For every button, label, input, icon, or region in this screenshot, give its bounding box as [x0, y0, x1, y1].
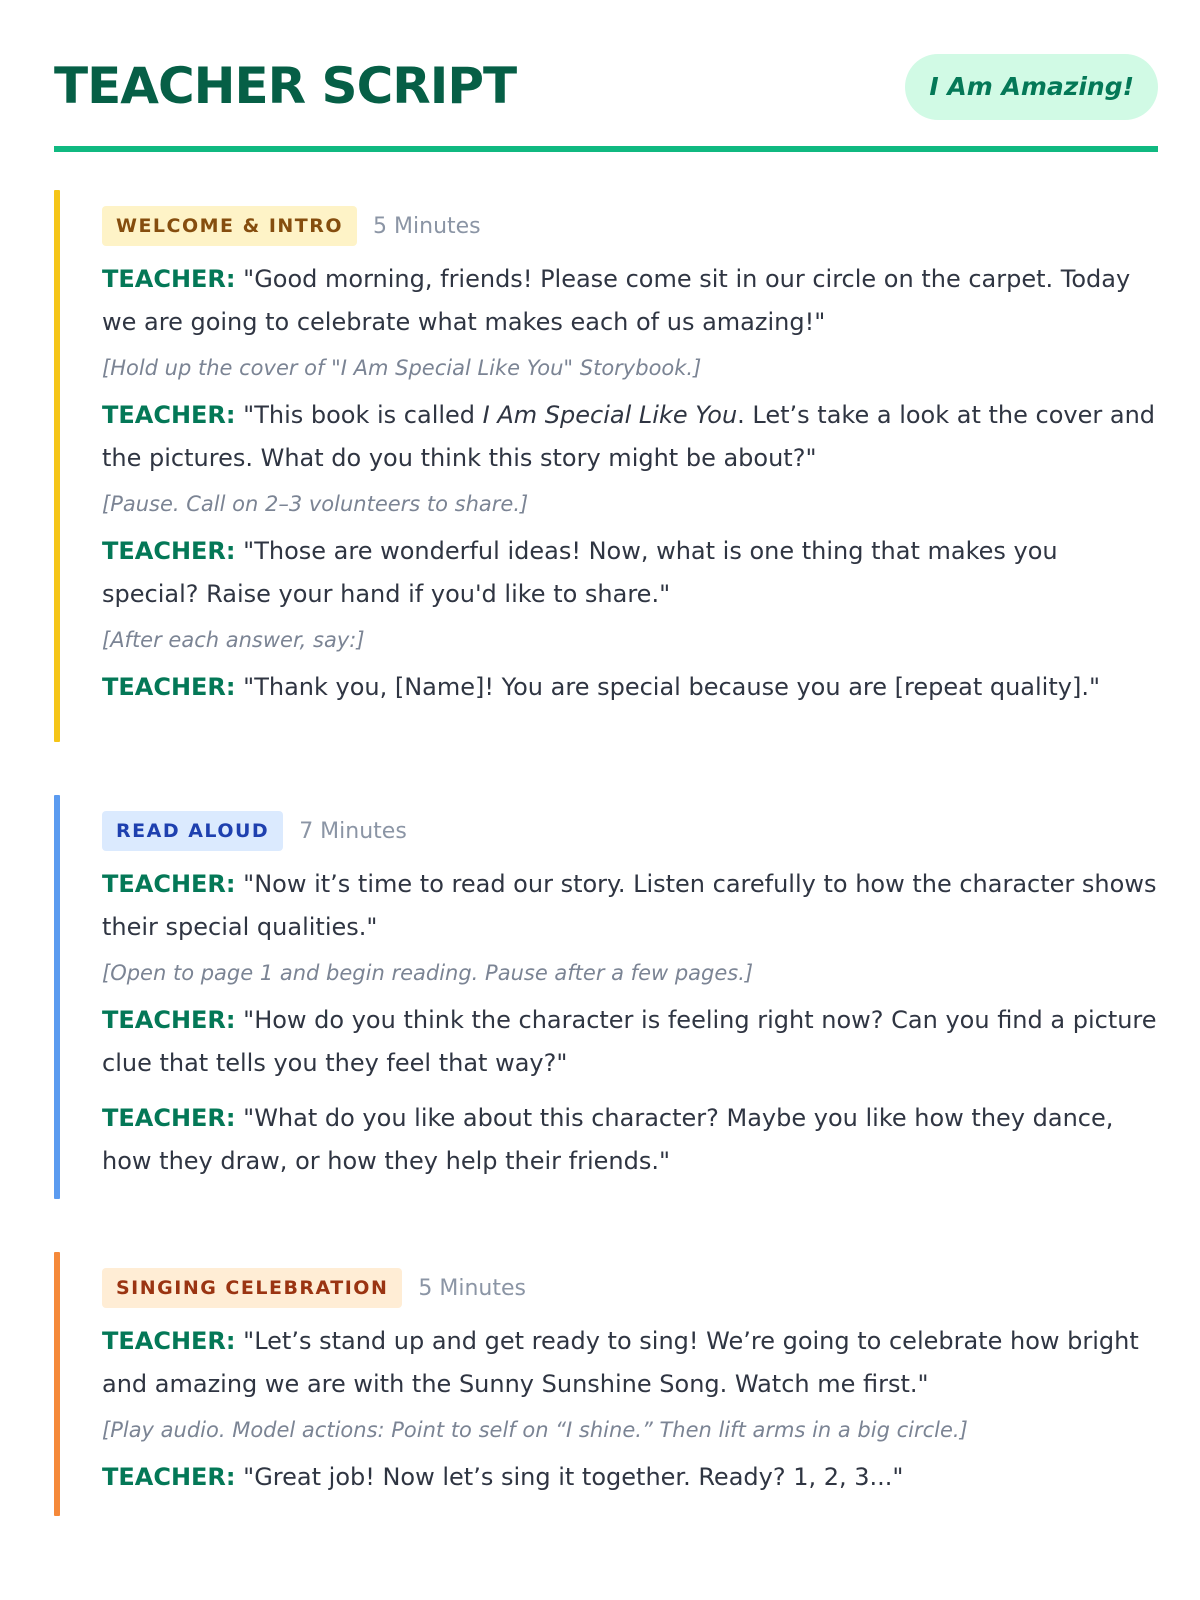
line-text: "Let’s stand up and get ready to sing! We’re going to celebrate how bright and amazing we are with the Sunny Sunshine Song. Watch me first.": [102, 1327, 1139, 1398]
teacher-line: [102, 999, 1158, 1085]
speaker-label: TEACHER:: [102, 265, 236, 293]
teacher-line: [102, 666, 1158, 709]
section-tag: WELCOME & INTRO: [102, 206, 357, 246]
section-tag: READ ALOUD: [102, 811, 283, 851]
teacher-line: [102, 863, 1158, 949]
teacher-line: [102, 530, 1158, 616]
section-duration: 5 Minutes: [418, 1275, 526, 1301]
stage-direction: [After each answer, say:]: [102, 628, 365, 652]
page-title: TEACHER SCRIPT: [54, 57, 517, 115]
teacher-line: [102, 1320, 1158, 1406]
section-header: [102, 811, 1158, 851]
speaker-label: TEACHER:: [102, 401, 236, 429]
line-text: "Thank you, [Name]! You are special because you are [repeat quality].": [243, 673, 1100, 701]
line-text: "Great job! Now let’s sing it together. Ready? 1, 2, 3...": [243, 1463, 904, 1491]
teacher-line: [102, 394, 1158, 480]
section-tag: SINGING CELEBRATION: [102, 1268, 402, 1308]
line-text: "How do you think the character is feeling right now? Can you find a picture clue that tells you they feel that way?": [102, 1006, 1157, 1077]
speaker-label: TEACHER:: [102, 537, 236, 565]
section-welcome-intro: [54, 190, 1158, 742]
lesson-title-badge: I Am Amazing!: [905, 54, 1158, 120]
teacher-line: [102, 1097, 1158, 1183]
speaker-label: TEACHER:: [102, 1104, 236, 1132]
speaker-label: TEACHER:: [102, 1327, 236, 1355]
teacher-line: [102, 1456, 1158, 1499]
line-text: "Now it’s time to read our story. Listen carefully to how the character shows their special qualities.": [102, 870, 1157, 941]
book-title: I Am Special Like You: [482, 401, 738, 429]
stage-direction: [Hold up the cover of "I Am Special Like You" Storybook.]: [102, 356, 702, 380]
section-header: [102, 1268, 1158, 1308]
page-header: [54, 0, 1158, 152]
line-text: "Good morning, friends! Please come sit in our circle on the carpet. Today we are going to celebrate what makes each of us amazing!": [102, 265, 1131, 336]
stage-direction: [Open to page 1 and begin reading. Pause after a few pages.]: [102, 961, 754, 985]
line-text-start: "This book is called: [243, 401, 483, 429]
section-singing-celebration: [54, 1252, 1158, 1516]
stage-direction: [Pause. Call on 2–3 volunteers to share.]: [102, 492, 529, 516]
line-text-end: . Let’s take a look at the cover and the pictures. What do you think this story might be about?": [102, 401, 1156, 472]
speaker-label: TEACHER:: [102, 673, 236, 701]
section-duration: 7 Minutes: [299, 818, 407, 844]
teacher-script-page: [54, 0, 1158, 1491]
section-header: [102, 206, 1158, 246]
line-text: "Those are wonderful ideas! Now, what is one thing that makes you special? Raise your hand if you'd like to share.": [102, 537, 1058, 608]
section-duration: 5 Minutes: [373, 213, 481, 239]
section-read-aloud: [54, 795, 1158, 1199]
teacher-line: [102, 258, 1158, 344]
stage-direction: [Play audio. Model actions: Point to self on “I shine.” Then lift arms in a big circle.]: [102, 1418, 968, 1442]
line-text: "What do you like about this character? Maybe you like how they dance, how they draw, or how they help their friends.": [102, 1104, 1114, 1175]
speaker-label: TEACHER:: [102, 1463, 236, 1491]
speaker-label: TEACHER:: [102, 1006, 236, 1034]
speaker-label: TEACHER:: [102, 870, 236, 898]
